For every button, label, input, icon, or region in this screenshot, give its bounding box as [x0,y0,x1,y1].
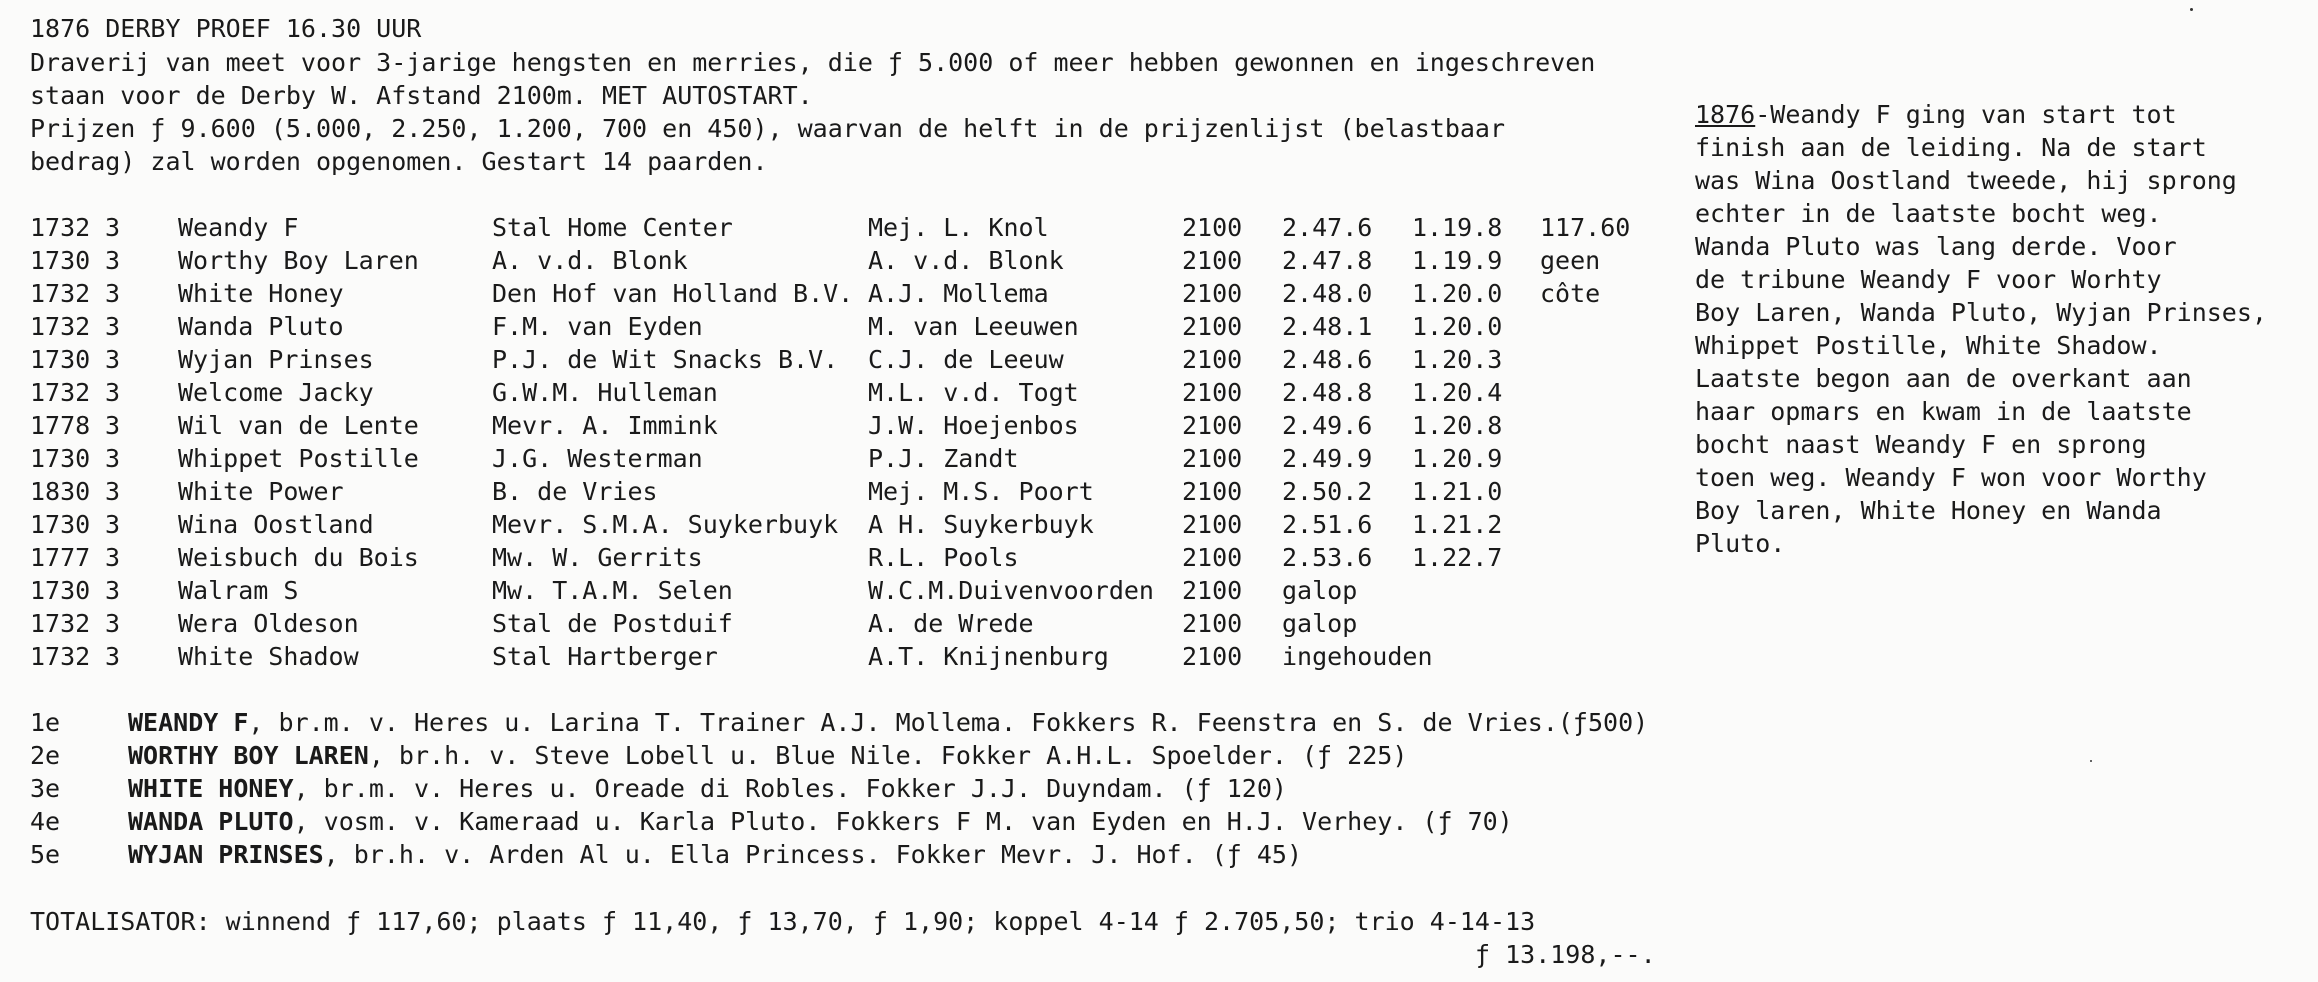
result-cell-driver: A.T. Knijnenburg [868,642,1109,671]
result-cell-dist: 2100 [1182,378,1243,407]
result-cell-time: 2.48.8 [1282,378,1373,407]
result-cell-age: 3 [105,279,121,308]
result-cell-km: 1.19.8 [1412,213,1503,242]
result-cell-horse: Wil van de Lente [178,411,419,440]
result-cell-driver: A H. Suykerbuyk [868,510,1094,539]
result-cell-km: 1.20.9 [1412,444,1503,473]
report-line: haar opmars en kwam in de laatste [1695,397,2192,426]
report-line: bocht naast Weandy F en sprong [1695,430,2147,459]
result-cell-owner: Mevr. A. Immink [492,411,718,440]
result-cell-driver: M.L. v.d. Togt [868,378,1079,407]
result-cell-id: 1730 [30,444,91,473]
result-cell-horse: Worthy Boy Laren [178,246,419,275]
report-line: echter in de laatste bocht weg. [1695,199,2162,228]
placing-line [128,838,1302,871]
placing-horse-name: WHITE HONEY [128,774,294,803]
result-cell-km: 1.21.2 [1412,510,1503,539]
report-line: Wanda Pluto was lang derde. Voor [1695,232,2177,261]
result-cell-driver: P.J. Zandt [868,444,1019,473]
report-first-line [1695,98,2177,131]
result-cell-dist: 2100 [1182,312,1243,341]
result-cell-id: 1732 [30,312,91,341]
result-cell-age: 3 [105,213,121,242]
report-line: was Wina Oostland tweede, hij sprong [1695,166,2237,195]
report-line: Whippet Postille, White Shadow. [1695,331,2162,360]
placing-line [128,739,1407,772]
placing-position: 5e [30,840,61,869]
result-cell-id: 1732 [30,279,91,308]
placing-horse-name: WANDA PLUTO [128,807,294,836]
result-cell-time: 2.47.6 [1282,213,1373,242]
result-cell-owner: J.G. Westerman [492,444,703,473]
result-cell-dist: 2100 [1182,345,1243,374]
result-cell-horse: Weisbuch du Bois [178,543,419,572]
placing-horse-name: WYJAN PRINSES [128,840,324,869]
result-cell-id: 1732 [30,378,91,407]
result-cell-dist: 2100 [1182,246,1243,275]
result-cell-dist: 2100 [1182,213,1243,242]
placing-details: , br.h. v. Steve Lobell u. Blue Nile. Fokker A.H.L. Spoelder. (ƒ 225) [368,741,1408,770]
result-cell-note: 117.60 [1540,213,1631,242]
result-cell-id: 1730 [30,345,91,374]
report-line: finish aan de leiding. Na de start [1695,133,2207,162]
result-cell-horse: Walram S [178,576,299,605]
result-cell-dist: 2100 [1182,543,1243,572]
result-cell-driver: Mej. L. Knol [868,213,1049,242]
result-cell-age: 3 [105,378,121,407]
report-line: Boy Laren, Wanda Pluto, Wyjan Prinses, [1695,298,2267,327]
result-cell-horse: Wanda Pluto [178,312,344,341]
result-cell-driver: C.J. de Leeuw [868,345,1064,374]
result-cell-note: côte [1540,279,1601,308]
result-cell-dist: 2100 [1182,576,1243,605]
result-cell-age: 3 [105,576,121,605]
placing-details: , vosm. v. Kameraad u. Karla Pluto. Fokkers F M. van Eyden en H.J. Verhey. (ƒ 70) [293,807,1513,836]
result-cell-id: 1730 [30,246,91,275]
race-description-line-1: Draverij van meet voor 3-jarige hengsten en merries, die ƒ 5.000 of meer hebben gewonnen en ingeschreven [30,48,1596,77]
result-cell-id: 1778 [30,411,91,440]
result-cell-km: 1.19.9 [1412,246,1503,275]
result-cell-km: 1.20.0 [1412,312,1503,341]
placing-horse-name: WORTHY BOY LAREN [128,741,369,770]
result-cell-age: 3 [105,345,121,374]
report-first-text: -Weandy F ging van start tot [1755,100,2177,129]
result-cell-id: 1830 [30,477,91,506]
result-cell-km: 1.22.7 [1412,543,1503,572]
result-cell-horse: Wina Oostland [178,510,374,539]
result-cell-owner: Mw. T.A.M. Selen [492,576,733,605]
result-cell-id: 1777 [30,543,91,572]
result-cell-note: geen [1540,246,1601,275]
scan-speck [2190,8,2193,11]
placing-line [128,805,1513,838]
result-cell-time: galop [1282,609,1358,638]
placing-position: 3e [30,774,61,803]
result-cell-id: 1732 [30,642,91,671]
result-cell-age: 3 [105,312,121,341]
placing-horse-name: WEANDY F [128,708,249,737]
report-line: Laatste begon aan de overkant aan [1695,364,2192,393]
result-cell-id: 1730 [30,576,91,605]
result-cell-owner: F.M. van Eyden [492,312,703,341]
result-cell-time: 2.48.6 [1282,345,1373,374]
result-cell-id: 1730 [30,510,91,539]
placing-line [128,706,1648,739]
placing-position: 1e [30,708,61,737]
result-cell-dist: 2100 [1182,642,1243,671]
race-description-line-2: staan voor de Derby W. Afstand 2100m. MET AUTOSTART. [30,81,813,110]
result-cell-driver: A. v.d. Blonk [868,246,1064,275]
result-cell-owner: Mw. W. Gerrits [492,543,703,572]
prize-line-2: bedrag) zal worden opgenomen. Gestart 14 paarden. [30,147,768,176]
result-cell-horse: Wyjan Prinses [178,345,374,374]
result-cell-age: 3 [105,609,121,638]
result-cell-driver: A.J. Mollema [868,279,1049,308]
result-cell-driver: A. de Wrede [868,609,1034,638]
result-cell-horse: Welcome Jacky [178,378,374,407]
result-cell-driver: M. van Leeuwen [868,312,1079,341]
scan-speck [2090,760,2092,762]
placing-line [128,772,1287,805]
result-cell-time: galop [1282,576,1358,605]
result-cell-horse: White Power [178,477,344,506]
result-cell-driver: R.L. Pools [868,543,1019,572]
totalisator-line-1: TOTALISATOR: winnend ƒ 117,60; plaats ƒ 11,40, ƒ 13,70, ƒ 1,90; koppel 4-14 ƒ 2.705,50; trio 4-14-13 [30,907,1536,936]
result-cell-horse: Wera Oldeson [178,609,359,638]
result-cell-age: 3 [105,246,121,275]
result-cell-dist: 2100 [1182,510,1243,539]
result-cell-dist: 2100 [1182,279,1243,308]
result-cell-horse: Whippet Postille [178,444,419,473]
result-cell-time: 2.51.6 [1282,510,1373,539]
placing-position: 2e [30,741,61,770]
report-line: Pluto. [1695,529,1786,558]
result-cell-horse: Weandy F [178,213,299,242]
result-cell-horse: White Honey [178,279,344,308]
result-cell-owner: B. de Vries [492,477,658,506]
report-line: de tribune Weandy F voor Worhty [1695,265,2162,294]
result-cell-owner: P.J. de Wit Snacks B.V. [492,345,839,374]
result-cell-owner: G.W.M. Hulleman [492,378,718,407]
result-cell-km: 1.20.0 [1412,279,1503,308]
result-cell-age: 3 [105,477,121,506]
result-cell-owner: Stal Hartberger [492,642,718,671]
prize-line-1: Prijzen ƒ 9.600 (5.000, 2.250, 1.200, 700 en 450), waarvan de helft in de prijzenlijst (belastbaar [30,114,1506,143]
result-cell-age: 3 [105,444,121,473]
totalisator-line-2: ƒ 13.198,--. [1475,940,1656,969]
result-cell-time: 2.48.0 [1282,279,1373,308]
result-cell-dist: 2100 [1182,444,1243,473]
result-cell-time: 2.53.6 [1282,543,1373,572]
report-race-ref: 1876 [1695,100,1756,129]
result-cell-driver: J.W. Hoejenbos [868,411,1079,440]
result-cell-horse: White Shadow [178,642,359,671]
result-cell-time: ingehouden [1282,642,1433,671]
result-cell-age: 3 [105,510,121,539]
result-cell-dist: 2100 [1182,477,1243,506]
result-cell-time: 2.49.6 [1282,411,1373,440]
result-cell-id: 1732 [30,609,91,638]
result-cell-km: 1.20.4 [1412,378,1503,407]
race-title: 1876 DERBY PROEF 16.30 UUR [30,14,422,43]
result-cell-time: 2.48.1 [1282,312,1373,341]
placing-details: , br.m. v. Heres u. Larina T. Trainer A.J. Mollema. Fokkers R. Feenstra en S. de Vries.(ƒ500) [248,708,1649,737]
result-cell-id: 1732 [30,213,91,242]
result-cell-km: 1.20.3 [1412,345,1503,374]
report-line: toen weg. Weandy F won voor Worthy [1695,463,2207,492]
report-line: Boy laren, White Honey en Wanda [1695,496,2162,525]
result-cell-time: 2.49.9 [1282,444,1373,473]
result-cell-km: 1.21.0 [1412,477,1503,506]
result-cell-owner: Den Hof van Holland B.V. [492,279,854,308]
result-cell-age: 3 [105,543,121,572]
result-cell-driver: W.C.M.Duivenvoorden [868,576,1154,605]
result-cell-owner: Stal Home Center [492,213,733,242]
result-cell-age: 3 [105,642,121,671]
placing-position: 4e [30,807,61,836]
result-cell-owner: Mevr. S.M.A. Suykerbuyk [492,510,839,539]
placing-details: , br.m. v. Heres u. Oreade di Robles. Fokker J.J. Duyndam. (ƒ 120) [293,774,1287,803]
result-cell-km: 1.20.8 [1412,411,1503,440]
result-cell-dist: 2100 [1182,609,1243,638]
result-cell-dist: 2100 [1182,411,1243,440]
result-cell-driver: Mej. M.S. Poort [868,477,1094,506]
result-cell-age: 3 [105,411,121,440]
result-cell-time: 2.47.8 [1282,246,1373,275]
placing-details: , br.h. v. Arden Al u. Ella Princess. Fokker Mevr. J. Hof. (ƒ 45) [323,840,1303,869]
result-cell-owner: Stal de Postduif [492,609,733,638]
result-cell-owner: A. v.d. Blonk [492,246,688,275]
result-cell-time: 2.50.2 [1282,477,1373,506]
